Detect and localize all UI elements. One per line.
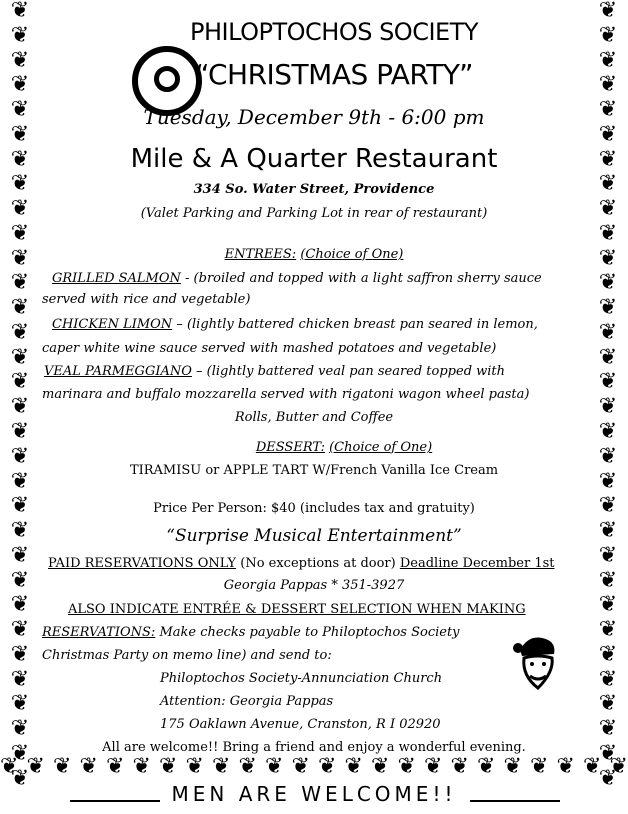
leaf-icon: ❦ [598,47,618,73]
leaf-icon: ❦ [238,754,257,779]
salmon-desc-1: - (broiled and topped with a light saffron sherry sauce [180,271,542,286]
leaf-icon: ❦ [598,641,618,667]
leaf-icon: ❦ [371,754,390,779]
chicken-desc-1: – (lightly battered chicken breast pan seared in lemon, [172,317,538,332]
leaf-icon: ❦ [10,740,30,766]
leaf-icon: ❦ [598,270,618,296]
leaf-icon: ❦ [598,394,618,420]
leaf-icon: ❦ [598,691,618,717]
leaf-icon: ❦ [265,754,284,779]
society-title: PHILOPTOCHOS SOCIETY [189,18,479,46]
veal-name: VEAL PARMEGGIANO [44,364,192,379]
leaf-icon: ❦ [10,295,30,321]
leaf-icon: ❦ [10,691,30,717]
leaf-icon: ❦ [598,369,618,395]
leaf-icon: ❦ [10,419,30,445]
leaf-icon: ❦ [10,617,30,643]
leaf-icon: ❦ [530,754,549,779]
price-per-person: Price Per Person: $40 (includes tax and gratuity) [153,501,475,516]
leaf-icon: ❦ [10,196,30,222]
reservations-label: PAID RESERVATIONS ONLY [48,556,237,571]
leaf-icon: ❦ [598,468,618,494]
leaf-icon: ❦ [10,220,30,246]
leaf-icon: ❦ [503,754,522,779]
veal-desc-2: marinara and buffalo mozzarella served with rigatoni wagon wheel pasta) [42,387,530,402]
leaf-icon: ❦ [598,121,618,147]
chicken-name: CHICKEN LIMON [52,317,173,332]
leaf-icon: ❦ [598,542,618,568]
veal-desc-1: – (lightly battered veal pan seared topped with [191,364,506,379]
memo-line: Christmas Party on memo line) and send to: [42,648,332,663]
leaf-icon: ❦ [598,220,618,246]
leaf-icon: ❦ [10,22,30,48]
event-date: Tuesday, December 9th - 6:00 pm [143,105,485,129]
chicken-desc-2: caper white wine sauce served with mashed potatoes and vegetable) [42,341,497,356]
salmon-name: GRILLED SALMON [52,271,181,286]
leaf-icon: ❦ [477,754,496,779]
salmon-desc-2: served with rice and vegetable) [42,292,251,307]
leaf-icon: ❦ [10,47,30,73]
leaf-icon: ❦ [598,740,618,766]
leaf-icon: ❦ [598,617,618,643]
men-welcome-footer: MEN ARE WELCOME!! [171,782,457,806]
leaf-icon: ❦ [159,754,178,779]
leaf-icon: ❦ [556,754,575,779]
leaf-icon: ❦ [10,518,30,544]
reservations-heading: RESERVATIONS: [42,625,156,640]
parking-note: (Valet Parking and Parking Lot in rear of restaurant) [140,206,488,221]
leaf-icon: ❦ [10,716,30,742]
leaf-icon: ❦ [10,542,30,568]
leaf-icon: ❦ [598,22,618,48]
leaf-icon: ❦ [598,72,618,98]
venue-address: 334 So. Water Street, Providence [193,182,435,197]
venue-name: Mile & A Quarter Restaurant [130,144,498,174]
party-title: “CHRISTMAS PARTY” [194,58,474,91]
chicken-line-1 [52,317,538,332]
leaf-icon: ❦ [53,754,72,779]
reservations-note: (No exceptions at door) [236,556,400,571]
leaf-icon: ❦ [10,369,30,395]
leaf-icon: ❦ [291,754,310,779]
leaf-icon: ❦ [10,270,30,296]
leaf-icon: ❦ [583,754,602,779]
dessert-heading-row [0,440,628,455]
leaf-icon: ❦ [598,419,618,445]
leaf-icon: ❦ [598,344,618,370]
leaf-icon: ❦ [598,443,618,469]
leaf-icon: ❦ [598,666,618,692]
indicate-line-1 [68,602,526,617]
footer-right-dash [470,800,560,802]
leaf-icon: ❦ [79,754,98,779]
checks-payable: Make checks payable to Philoptochos Society [155,625,460,640]
leaf-icon: ❦ [10,641,30,667]
bottom-leaf-border [0,752,628,782]
veal-line-1 [44,364,505,379]
leaf-icon: ❦ [10,493,30,519]
indicate-line-2 [42,625,460,640]
leaf-icon: ❦ [598,319,618,345]
rolls-coffee: Rolls, Butter and Coffee [234,410,394,425]
leaf-icon: ❦ [10,567,30,593]
leaf-icon: ❦ [0,754,19,779]
leaf-icon: ❦ [106,754,125,779]
leaf-icon: ❦ [598,171,618,197]
leaf-icon: ❦ [10,443,30,469]
leaf-icon: ❦ [344,754,363,779]
leaf-icon: ❦ [10,72,30,98]
mail-line-3: 175 Oaklawn Avenue, Cranston, R I 02920 [160,717,441,732]
leaf-icon: ❦ [10,765,30,791]
indicate-selection: ALSO INDICATE ENTRÉE & DESSERT SELECTION WHEN MAKING [68,602,526,617]
leaf-icon: ❦ [26,754,45,779]
footer-left-dash [70,800,160,802]
leaf-icon: ❦ [10,394,30,420]
leaf-icon: ❦ [10,171,30,197]
leaf-icon: ❦ [10,97,30,123]
leaf-icon: ❦ [318,754,337,779]
leaf-icon: ❦ [10,0,30,23]
leaf-icon: ❦ [598,295,618,321]
leaf-icon: ❦ [609,754,628,779]
entrees-heading: ENTREES: [224,247,297,262]
leaf-icon: ❦ [598,146,618,172]
dessert-choice: (Choice of One) [329,440,433,455]
entrees-choice: (Choice of One) [300,247,404,262]
reservation-deadline: Deadline December 1st [399,556,555,571]
leaf-icon: ❦ [132,754,151,779]
leaf-icon: ❦ [450,754,469,779]
mail-line-2: Attention: Georgia Pappas [160,694,334,709]
dessert-heading: DESSERT: [255,440,325,455]
dessert-options: TIRAMISU or APPLE TART W/French Vanilla Ice Cream [129,463,499,478]
leaf-icon: ❦ [10,468,30,494]
leaf-icon: ❦ [598,0,618,23]
leaf-icon: ❦ [598,196,618,222]
leaf-icon: ❦ [598,765,618,791]
leaf-icon: ❦ [424,754,443,779]
leaf-icon: ❦ [598,716,618,742]
reservations-row [48,556,555,571]
entrees-heading-row [0,247,628,262]
leaf-icon: ❦ [598,245,618,271]
welcome-line: All are welcome!! Bring a friend and enjoy a wonderful evening. [102,740,526,755]
leaf-icon: ❦ [598,493,618,519]
leaf-icon: ❦ [10,592,30,618]
leaf-icon: ❦ [212,754,231,779]
leaf-icon: ❦ [185,754,204,779]
leaf-icon: ❦ [10,245,30,271]
musical-entertainment: “Surprise Musical Entertainment” [166,526,462,546]
salmon-line-1 [52,271,542,286]
leaf-icon: ❦ [10,146,30,172]
leaf-icon: ❦ [598,518,618,544]
mail-line-1: Philoptochos Society-Annunciation Church [160,671,443,686]
leaf-icon: ❦ [10,344,30,370]
leaf-icon: ❦ [10,319,30,345]
leaf-icon: ❦ [598,592,618,618]
leaf-icon: ❦ [397,754,416,779]
contact-phone: Georgia Pappas * 351-3927 [223,578,405,593]
leaf-icon: ❦ [598,97,618,123]
leaf-icon: ❦ [10,666,30,692]
leaf-icon: ❦ [10,121,30,147]
leaf-icon: ❦ [598,567,618,593]
santa-icon [510,632,560,690]
